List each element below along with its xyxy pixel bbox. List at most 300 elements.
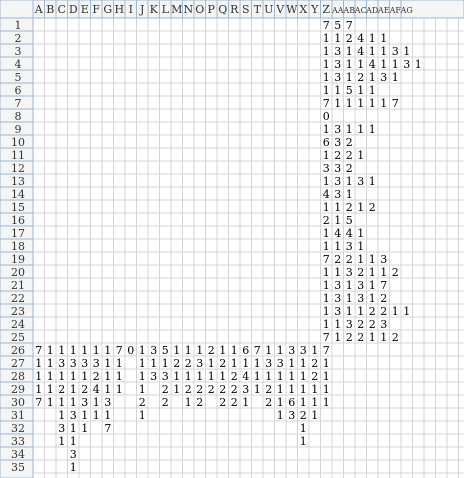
- column-clue-cell[interactable]: 1: [288, 383, 296, 396]
- row-clue-cell[interactable]: 3: [357, 279, 365, 292]
- column-clue-cell[interactable]: 1: [322, 357, 330, 370]
- column-clue-cell[interactable]: 2: [92, 370, 100, 383]
- row-clue-cell[interactable]: 7: [322, 331, 330, 344]
- row-clue-cell[interactable]: 3: [345, 240, 353, 253]
- row-clue-cell[interactable]: 1: [368, 279, 376, 292]
- column-clue-cell[interactable]: 1: [311, 409, 319, 422]
- row-header-14[interactable]: 14: [11, 188, 25, 201]
- row-clue-cell[interactable]: 1: [322, 266, 330, 279]
- row-clue-cell[interactable]: 1: [391, 305, 399, 318]
- row-clue-cell[interactable]: 1: [357, 240, 365, 253]
- row-clue-cell[interactable]: 1: [368, 292, 376, 305]
- row-clue-cell[interactable]: 1: [380, 45, 388, 58]
- row-header-21[interactable]: 21: [11, 279, 25, 292]
- row-clue-cell[interactable]: 1: [368, 123, 376, 136]
- row-clue-cell[interactable]: 1: [357, 201, 365, 214]
- row-header-33[interactable]: 33: [11, 435, 25, 448]
- column-clue-cell[interactable]: 1: [288, 370, 296, 383]
- column-clue-cell[interactable]: 1: [104, 357, 112, 370]
- row-clue-cell[interactable]: 1: [322, 201, 330, 214]
- column-clue-cell[interactable]: 2: [265, 383, 273, 396]
- column-header-AC[interactable]: AC: [354, 6, 367, 15]
- row-clue-cell[interactable]: 0: [322, 110, 330, 123]
- column-clue-cell[interactable]: 1: [69, 344, 77, 357]
- row-clue-cell[interactable]: 1: [322, 58, 330, 71]
- column-clue-cell[interactable]: 1: [288, 357, 296, 370]
- column-clue-cell[interactable]: 1: [115, 357, 123, 370]
- column-clue-cell[interactable]: 7: [115, 344, 123, 357]
- row-clue-cell[interactable]: 7: [322, 253, 330, 266]
- row-header-11[interactable]: 11: [11, 149, 25, 162]
- row-clue-cell[interactable]: 3: [403, 58, 411, 71]
- row-clue-cell[interactable]: 1: [380, 266, 388, 279]
- row-clue-cell[interactable]: 1: [380, 331, 388, 344]
- column-clue-cell[interactable]: 1: [173, 344, 181, 357]
- row-clue-cell[interactable]: 1: [368, 175, 376, 188]
- column-clue-cell[interactable]: 1: [311, 383, 319, 396]
- row-clue-cell[interactable]: 1: [345, 123, 353, 136]
- column-clue-cell[interactable]: 1: [322, 396, 330, 409]
- column-clue-cell[interactable]: 1: [81, 370, 89, 383]
- row-clue-cell[interactable]: 3: [334, 136, 342, 149]
- column-clue-cell[interactable]: 3: [150, 370, 158, 383]
- column-clue-cell[interactable]: 7: [253, 344, 261, 357]
- row-clue-cell[interactable]: 4: [345, 227, 353, 240]
- row-header-5[interactable]: 5: [14, 71, 22, 84]
- row-clue-cell[interactable]: 1: [357, 123, 365, 136]
- column-clue-cell[interactable]: 1: [138, 370, 146, 383]
- row-clue-cell[interactable]: 1: [322, 84, 330, 97]
- row-clue-cell[interactable]: 4: [357, 32, 365, 45]
- column-clue-cell[interactable]: 1: [276, 344, 284, 357]
- row-clue-cell[interactable]: 1: [345, 45, 353, 58]
- column-clue-cell[interactable]: 5: [161, 344, 169, 357]
- row-clue-cell[interactable]: 7: [391, 97, 399, 110]
- column-clue-cell[interactable]: 1: [58, 396, 66, 409]
- column-clue-cell[interactable]: 1: [265, 344, 273, 357]
- row-clue-cell[interactable]: 3: [345, 318, 353, 331]
- row-clue-cell[interactable]: 4: [334, 227, 342, 240]
- column-clue-cell[interactable]: 1: [69, 435, 77, 448]
- column-clue-cell[interactable]: 3: [288, 409, 296, 422]
- column-header-W[interactable]: W: [286, 3, 298, 16]
- column-clue-cell[interactable]: 3: [58, 422, 66, 435]
- column-clue-cell[interactable]: 2: [184, 383, 192, 396]
- column-header-X[interactable]: X: [299, 3, 308, 16]
- row-clue-cell[interactable]: 1: [357, 97, 365, 110]
- column-clue-cell[interactable]: 7: [35, 396, 43, 409]
- column-header-L[interactable]: L: [161, 3, 169, 16]
- row-header-24[interactable]: 24: [11, 318, 25, 331]
- row-clue-cell[interactable]: 1: [345, 58, 353, 71]
- column-clue-cell[interactable]: 1: [46, 370, 54, 383]
- row-clue-cell[interactable]: 1: [368, 253, 376, 266]
- row-header-17[interactable]: 17: [11, 227, 25, 240]
- row-clue-cell[interactable]: 1: [345, 97, 353, 110]
- column-header-T[interactable]: T: [253, 3, 261, 16]
- row-clue-cell[interactable]: 2: [357, 318, 365, 331]
- row-clue-cell[interactable]: 1: [380, 32, 388, 45]
- column-header-R[interactable]: R: [230, 3, 239, 16]
- row-clue-cell[interactable]: 1: [322, 45, 330, 58]
- column-header-J[interactable]: J: [140, 3, 145, 16]
- column-clue-cell[interactable]: 1: [81, 344, 89, 357]
- column-clue-cell[interactable]: 1: [311, 344, 319, 357]
- row-clue-cell[interactable]: 3: [357, 292, 365, 305]
- row-clue-cell[interactable]: 7: [322, 97, 330, 110]
- column-clue-cell[interactable]: 1: [46, 383, 54, 396]
- column-clue-cell[interactable]: 2: [207, 383, 215, 396]
- column-clue-cell[interactable]: 1: [69, 422, 77, 435]
- column-clue-cell[interactable]: 1: [207, 357, 215, 370]
- row-clue-cell[interactable]: 1: [322, 175, 330, 188]
- column-clue-cell[interactable]: 1: [92, 344, 100, 357]
- column-clue-cell[interactable]: 1: [46, 344, 54, 357]
- row-clue-cell[interactable]: 1: [357, 58, 365, 71]
- column-clue-cell[interactable]: 1: [299, 435, 307, 448]
- row-header-23[interactable]: 23: [11, 305, 25, 318]
- row-clue-cell[interactable]: 7: [345, 19, 353, 32]
- column-clue-cell[interactable]: 1: [299, 357, 307, 370]
- row-clue-cell[interactable]: 1: [322, 240, 330, 253]
- column-clue-cell[interactable]: 2: [299, 409, 307, 422]
- column-clue-cell[interactable]: 1: [92, 396, 100, 409]
- column-clue-cell[interactable]: 1: [184, 396, 192, 409]
- column-clue-cell[interactable]: 1: [207, 370, 215, 383]
- column-clue-cell[interactable]: 2: [265, 396, 273, 409]
- row-clue-cell[interactable]: 2: [345, 331, 353, 344]
- row-clue-cell[interactable]: 3: [357, 175, 365, 188]
- column-clue-cell[interactable]: 1: [299, 383, 307, 396]
- row-clue-cell[interactable]: 1: [345, 175, 353, 188]
- column-clue-cell[interactable]: 1: [242, 396, 250, 409]
- row-clue-cell[interactable]: 2: [357, 266, 365, 279]
- column-clue-cell[interactable]: 2: [207, 344, 215, 357]
- column-header-B[interactable]: B: [46, 3, 55, 16]
- column-clue-cell[interactable]: 2: [173, 357, 181, 370]
- column-clue-cell[interactable]: 3: [69, 448, 77, 461]
- column-clue-cell[interactable]: 1: [115, 370, 123, 383]
- row-header-35[interactable]: 35: [11, 461, 25, 474]
- column-header-P[interactable]: P: [207, 3, 215, 16]
- row-clue-cell[interactable]: 1: [357, 227, 365, 240]
- column-clue-cell[interactable]: 1: [184, 370, 192, 383]
- row-clue-cell[interactable]: 2: [322, 214, 330, 227]
- row-header-1[interactable]: 1: [14, 19, 22, 32]
- row-header-9[interactable]: 9: [14, 123, 22, 136]
- column-clue-cell[interactable]: 3: [69, 357, 77, 370]
- column-header-D[interactable]: D: [68, 3, 78, 16]
- row-clue-cell[interactable]: 3: [334, 58, 342, 71]
- row-clue-cell[interactable]: 4: [368, 58, 376, 71]
- column-header-AF[interactable]: AF: [389, 6, 401, 15]
- column-clue-cell[interactable]: 3: [69, 409, 77, 422]
- row-clue-cell[interactable]: 1: [334, 84, 342, 97]
- column-clue-cell[interactable]: 2: [138, 396, 146, 409]
- column-clue-cell[interactable]: 1: [92, 409, 100, 422]
- row-clue-cell[interactable]: 1: [368, 71, 376, 84]
- row-clue-cell[interactable]: 1: [414, 58, 422, 71]
- column-clue-cell[interactable]: 2: [58, 383, 66, 396]
- row-clue-cell[interactable]: 1: [368, 97, 376, 110]
- row-clue-cell[interactable]: 3: [334, 188, 342, 201]
- column-clue-cell[interactable]: 1: [138, 409, 146, 422]
- column-clue-cell[interactable]: 1: [138, 357, 146, 370]
- column-clue-cell[interactable]: 3: [81, 357, 89, 370]
- row-clue-cell[interactable]: 2: [357, 71, 365, 84]
- column-header-A[interactable]: A: [34, 3, 43, 16]
- row-clue-cell[interactable]: 1: [368, 331, 376, 344]
- row-header-30[interactable]: 30: [11, 396, 25, 409]
- row-clue-cell[interactable]: 2: [357, 331, 365, 344]
- row-clue-cell[interactable]: 2: [345, 253, 353, 266]
- column-header-AB[interactable]: AB: [343, 6, 356, 15]
- column-clue-cell[interactable]: 7: [322, 344, 330, 357]
- column-clue-cell[interactable]: 1: [46, 357, 54, 370]
- row-clue-cell[interactable]: 1: [357, 305, 365, 318]
- column-header-E[interactable]: E: [80, 3, 89, 16]
- row-clue-cell[interactable]: 3: [334, 71, 342, 84]
- column-header-AE[interactable]: AE: [377, 6, 390, 15]
- column-clue-cell[interactable]: 3: [81, 396, 89, 409]
- row-clue-cell[interactable]: 2: [334, 253, 342, 266]
- column-clue-cell[interactable]: 3: [265, 357, 273, 370]
- column-clue-cell[interactable]: 3: [161, 370, 169, 383]
- column-clue-cell[interactable]: 1: [276, 370, 284, 383]
- column-clue-cell[interactable]: 1: [35, 383, 43, 396]
- row-header-25[interactable]: 25: [11, 331, 25, 344]
- row-clue-cell[interactable]: 1: [357, 149, 365, 162]
- row-clue-cell[interactable]: 2: [345, 32, 353, 45]
- row-clue-cell[interactable]: 1: [345, 292, 353, 305]
- column-clue-cell[interactable]: 1: [322, 383, 330, 396]
- column-clue-cell[interactable]: 2: [219, 396, 227, 409]
- row-clue-cell[interactable]: 1: [322, 71, 330, 84]
- row-clue-cell[interactable]: 1: [334, 201, 342, 214]
- row-header-34[interactable]: 34: [11, 448, 25, 461]
- row-clue-cell[interactable]: 3: [334, 162, 342, 175]
- row-header-3[interactable]: 3: [14, 45, 22, 58]
- column-clue-cell[interactable]: 1: [265, 370, 273, 383]
- column-clue-cell[interactable]: 1: [311, 396, 319, 409]
- row-clue-cell[interactable]: 1: [403, 45, 411, 58]
- column-clue-cell[interactable]: 1: [196, 344, 204, 357]
- column-clue-cell[interactable]: 1: [69, 396, 77, 409]
- column-clue-cell[interactable]: 1: [196, 370, 204, 383]
- row-clue-cell[interactable]: 5: [334, 19, 342, 32]
- column-clue-cell[interactable]: 1: [276, 409, 284, 422]
- column-clue-cell[interactable]: 1: [173, 370, 181, 383]
- column-header-Z[interactable]: Z: [322, 3, 331, 16]
- row-clue-cell[interactable]: 3: [334, 279, 342, 292]
- column-clue-cell[interactable]: 2: [196, 383, 204, 396]
- row-clue-cell[interactable]: 3: [334, 292, 342, 305]
- row-clue-cell[interactable]: 3: [334, 305, 342, 318]
- row-clue-cell[interactable]: 1: [368, 32, 376, 45]
- row-header-2[interactable]: 2: [14, 32, 22, 45]
- column-clue-cell[interactable]: 2: [161, 383, 169, 396]
- row-clue-cell[interactable]: 3: [380, 253, 388, 266]
- column-clue-cell[interactable]: 2: [230, 396, 238, 409]
- row-clue-cell[interactable]: 6: [322, 136, 330, 149]
- column-clue-cell[interactable]: 3: [196, 357, 204, 370]
- column-header-F[interactable]: F: [92, 3, 101, 16]
- row-clue-cell[interactable]: 3: [380, 318, 388, 331]
- column-header-U[interactable]: U: [264, 3, 274, 16]
- row-clue-cell[interactable]: 7: [322, 19, 330, 32]
- column-clue-cell[interactable]: 2: [219, 383, 227, 396]
- row-clue-cell[interactable]: 1: [334, 331, 342, 344]
- column-clue-cell[interactable]: 1: [150, 357, 158, 370]
- column-clue-cell[interactable]: 1: [138, 383, 146, 396]
- row-clue-cell[interactable]: 1: [322, 292, 330, 305]
- row-header-28[interactable]: 28: [11, 370, 25, 383]
- row-clue-cell[interactable]: 4: [357, 45, 365, 58]
- column-header-C[interactable]: C: [57, 3, 66, 16]
- row-header-13[interactable]: 13: [11, 175, 25, 188]
- column-clue-cell[interactable]: 1: [58, 344, 66, 357]
- row-clue-cell[interactable]: 2: [368, 201, 376, 214]
- row-clue-cell[interactable]: 7: [380, 279, 388, 292]
- column-clue-cell[interactable]: 1: [104, 383, 112, 396]
- column-clue-cell[interactable]: 1: [276, 396, 284, 409]
- column-clue-cell[interactable]: 1: [276, 383, 284, 396]
- column-clue-cell[interactable]: 2: [161, 396, 169, 409]
- row-header-6[interactable]: 6: [14, 84, 22, 97]
- column-clue-cell[interactable]: 1: [81, 422, 89, 435]
- row-clue-cell[interactable]: 2: [368, 305, 376, 318]
- column-clue-cell[interactable]: 2: [196, 396, 204, 409]
- column-clue-cell[interactable]: 2: [219, 357, 227, 370]
- column-clue-cell[interactable]: 1: [184, 344, 192, 357]
- column-header-S[interactable]: S: [241, 3, 250, 16]
- column-clue-cell[interactable]: 1: [173, 383, 181, 396]
- row-clue-cell[interactable]: 1: [368, 45, 376, 58]
- column-clue-cell[interactable]: 0: [127, 344, 135, 357]
- column-clue-cell[interactable]: 1: [69, 461, 77, 474]
- column-clue-cell[interactable]: 4: [242, 370, 250, 383]
- row-clue-cell[interactable]: 1: [380, 58, 388, 71]
- column-clue-cell[interactable]: 3: [104, 396, 112, 409]
- row-clue-cell[interactable]: 1: [334, 266, 342, 279]
- column-clue-cell[interactable]: 7: [104, 422, 112, 435]
- row-header-27[interactable]: 27: [11, 357, 25, 370]
- column-clue-cell[interactable]: 1: [46, 396, 54, 409]
- column-clue-cell[interactable]: 1: [299, 370, 307, 383]
- row-clue-cell[interactable]: 1: [322, 279, 330, 292]
- row-clue-cell[interactable]: 1: [322, 318, 330, 331]
- row-clue-cell[interactable]: 1: [334, 240, 342, 253]
- row-header-20[interactable]: 20: [11, 266, 25, 279]
- column-clue-cell[interactable]: 1: [219, 344, 227, 357]
- column-clue-cell[interactable]: 1: [219, 370, 227, 383]
- row-clue-cell[interactable]: 2: [391, 266, 399, 279]
- row-header-4[interactable]: 4: [14, 58, 22, 71]
- row-header-15[interactable]: 15: [11, 201, 25, 214]
- row-clue-cell[interactable]: 1: [391, 58, 399, 71]
- column-clue-cell[interactable]: 4: [92, 383, 100, 396]
- column-clue-cell[interactable]: 1: [58, 409, 66, 422]
- column-clue-cell[interactable]: 3: [242, 383, 250, 396]
- row-clue-cell[interactable]: 1: [345, 279, 353, 292]
- select-all-corner[interactable]: [0, 0, 33, 18]
- row-header-26[interactable]: 26: [11, 344, 25, 357]
- column-header-H[interactable]: H: [114, 3, 125, 16]
- column-clue-cell[interactable]: 1: [81, 409, 89, 422]
- column-clue-cell[interactable]: 1: [253, 370, 261, 383]
- column-clue-cell[interactable]: 1: [299, 422, 307, 435]
- column-clue-cell[interactable]: 1: [104, 344, 112, 357]
- row-header-10[interactable]: 10: [11, 136, 25, 149]
- column-header-M[interactable]: M: [171, 3, 183, 16]
- column-clue-cell[interactable]: 1: [115, 383, 123, 396]
- row-clue-cell[interactable]: 2: [345, 136, 353, 149]
- row-clue-cell[interactable]: 1: [403, 305, 411, 318]
- column-clue-cell[interactable]: 3: [58, 357, 66, 370]
- column-clue-cell[interactable]: 1: [35, 370, 43, 383]
- column-clue-cell[interactable]: 3: [288, 344, 296, 357]
- column-header-I[interactable]: I: [128, 3, 133, 16]
- column-clue-cell[interactable]: 6: [242, 344, 250, 357]
- column-clue-cell[interactable]: 1: [58, 435, 66, 448]
- column-header-Q[interactable]: Q: [218, 3, 228, 16]
- row-clue-cell[interactable]: 2: [380, 292, 388, 305]
- row-clue-cell[interactable]: 2: [345, 162, 353, 175]
- row-header-29[interactable]: 29: [11, 383, 25, 396]
- row-clue-cell[interactable]: 1: [391, 71, 399, 84]
- row-header-19[interactable]: 19: [11, 253, 25, 266]
- row-header-31[interactable]: 31: [11, 409, 25, 422]
- row-clue-cell[interactable]: 3: [334, 45, 342, 58]
- row-clue-cell[interactable]: 3: [380, 71, 388, 84]
- column-clue-cell[interactable]: 1: [230, 344, 238, 357]
- row-clue-cell[interactable]: 4: [322, 188, 330, 201]
- column-header-AA[interactable]: AA: [331, 6, 344, 15]
- column-clue-cell[interactable]: 1: [69, 383, 77, 396]
- row-clue-cell[interactable]: 3: [334, 123, 342, 136]
- column-header-N[interactable]: N: [183, 3, 194, 16]
- row-clue-cell[interactable]: 2: [334, 149, 342, 162]
- row-header-18[interactable]: 18: [11, 240, 25, 253]
- column-clue-cell[interactable]: 1: [58, 370, 66, 383]
- column-header-AD[interactable]: AD: [366, 6, 379, 15]
- column-header-Y[interactable]: Y: [311, 3, 319, 16]
- column-clue-cell[interactable]: 1: [161, 357, 169, 370]
- column-clue-cell[interactable]: 1: [299, 396, 307, 409]
- column-clue-cell[interactable]: 2: [184, 357, 192, 370]
- row-clue-cell[interactable]: 1: [357, 84, 365, 97]
- column-header-G[interactable]: G: [103, 3, 113, 16]
- column-clue-cell[interactable]: 2: [230, 383, 238, 396]
- row-header-16[interactable]: 16: [11, 214, 25, 227]
- column-header-K[interactable]: K: [149, 3, 158, 16]
- row-clue-cell[interactable]: 3: [334, 175, 342, 188]
- column-clue-cell[interactable]: 1: [69, 370, 77, 383]
- column-header-V[interactable]: V: [276, 3, 285, 16]
- column-clue-cell[interactable]: 2: [311, 370, 319, 383]
- row-clue-cell[interactable]: 1: [334, 32, 342, 45]
- column-clue-cell[interactable]: 6: [288, 396, 296, 409]
- column-clue-cell[interactable]: 3: [150, 344, 158, 357]
- row-clue-cell[interactable]: 1: [322, 149, 330, 162]
- row-clue-cell[interactable]: 1: [380, 97, 388, 110]
- column-clue-cell[interactable]: 1: [104, 370, 112, 383]
- column-clue-cell[interactable]: 7: [35, 344, 43, 357]
- column-clue-cell[interactable]: 1: [242, 357, 250, 370]
- row-clue-cell[interactable]: 2: [345, 149, 353, 162]
- row-clue-cell[interactable]: 1: [345, 305, 353, 318]
- column-clue-cell[interactable]: 2: [81, 383, 89, 396]
